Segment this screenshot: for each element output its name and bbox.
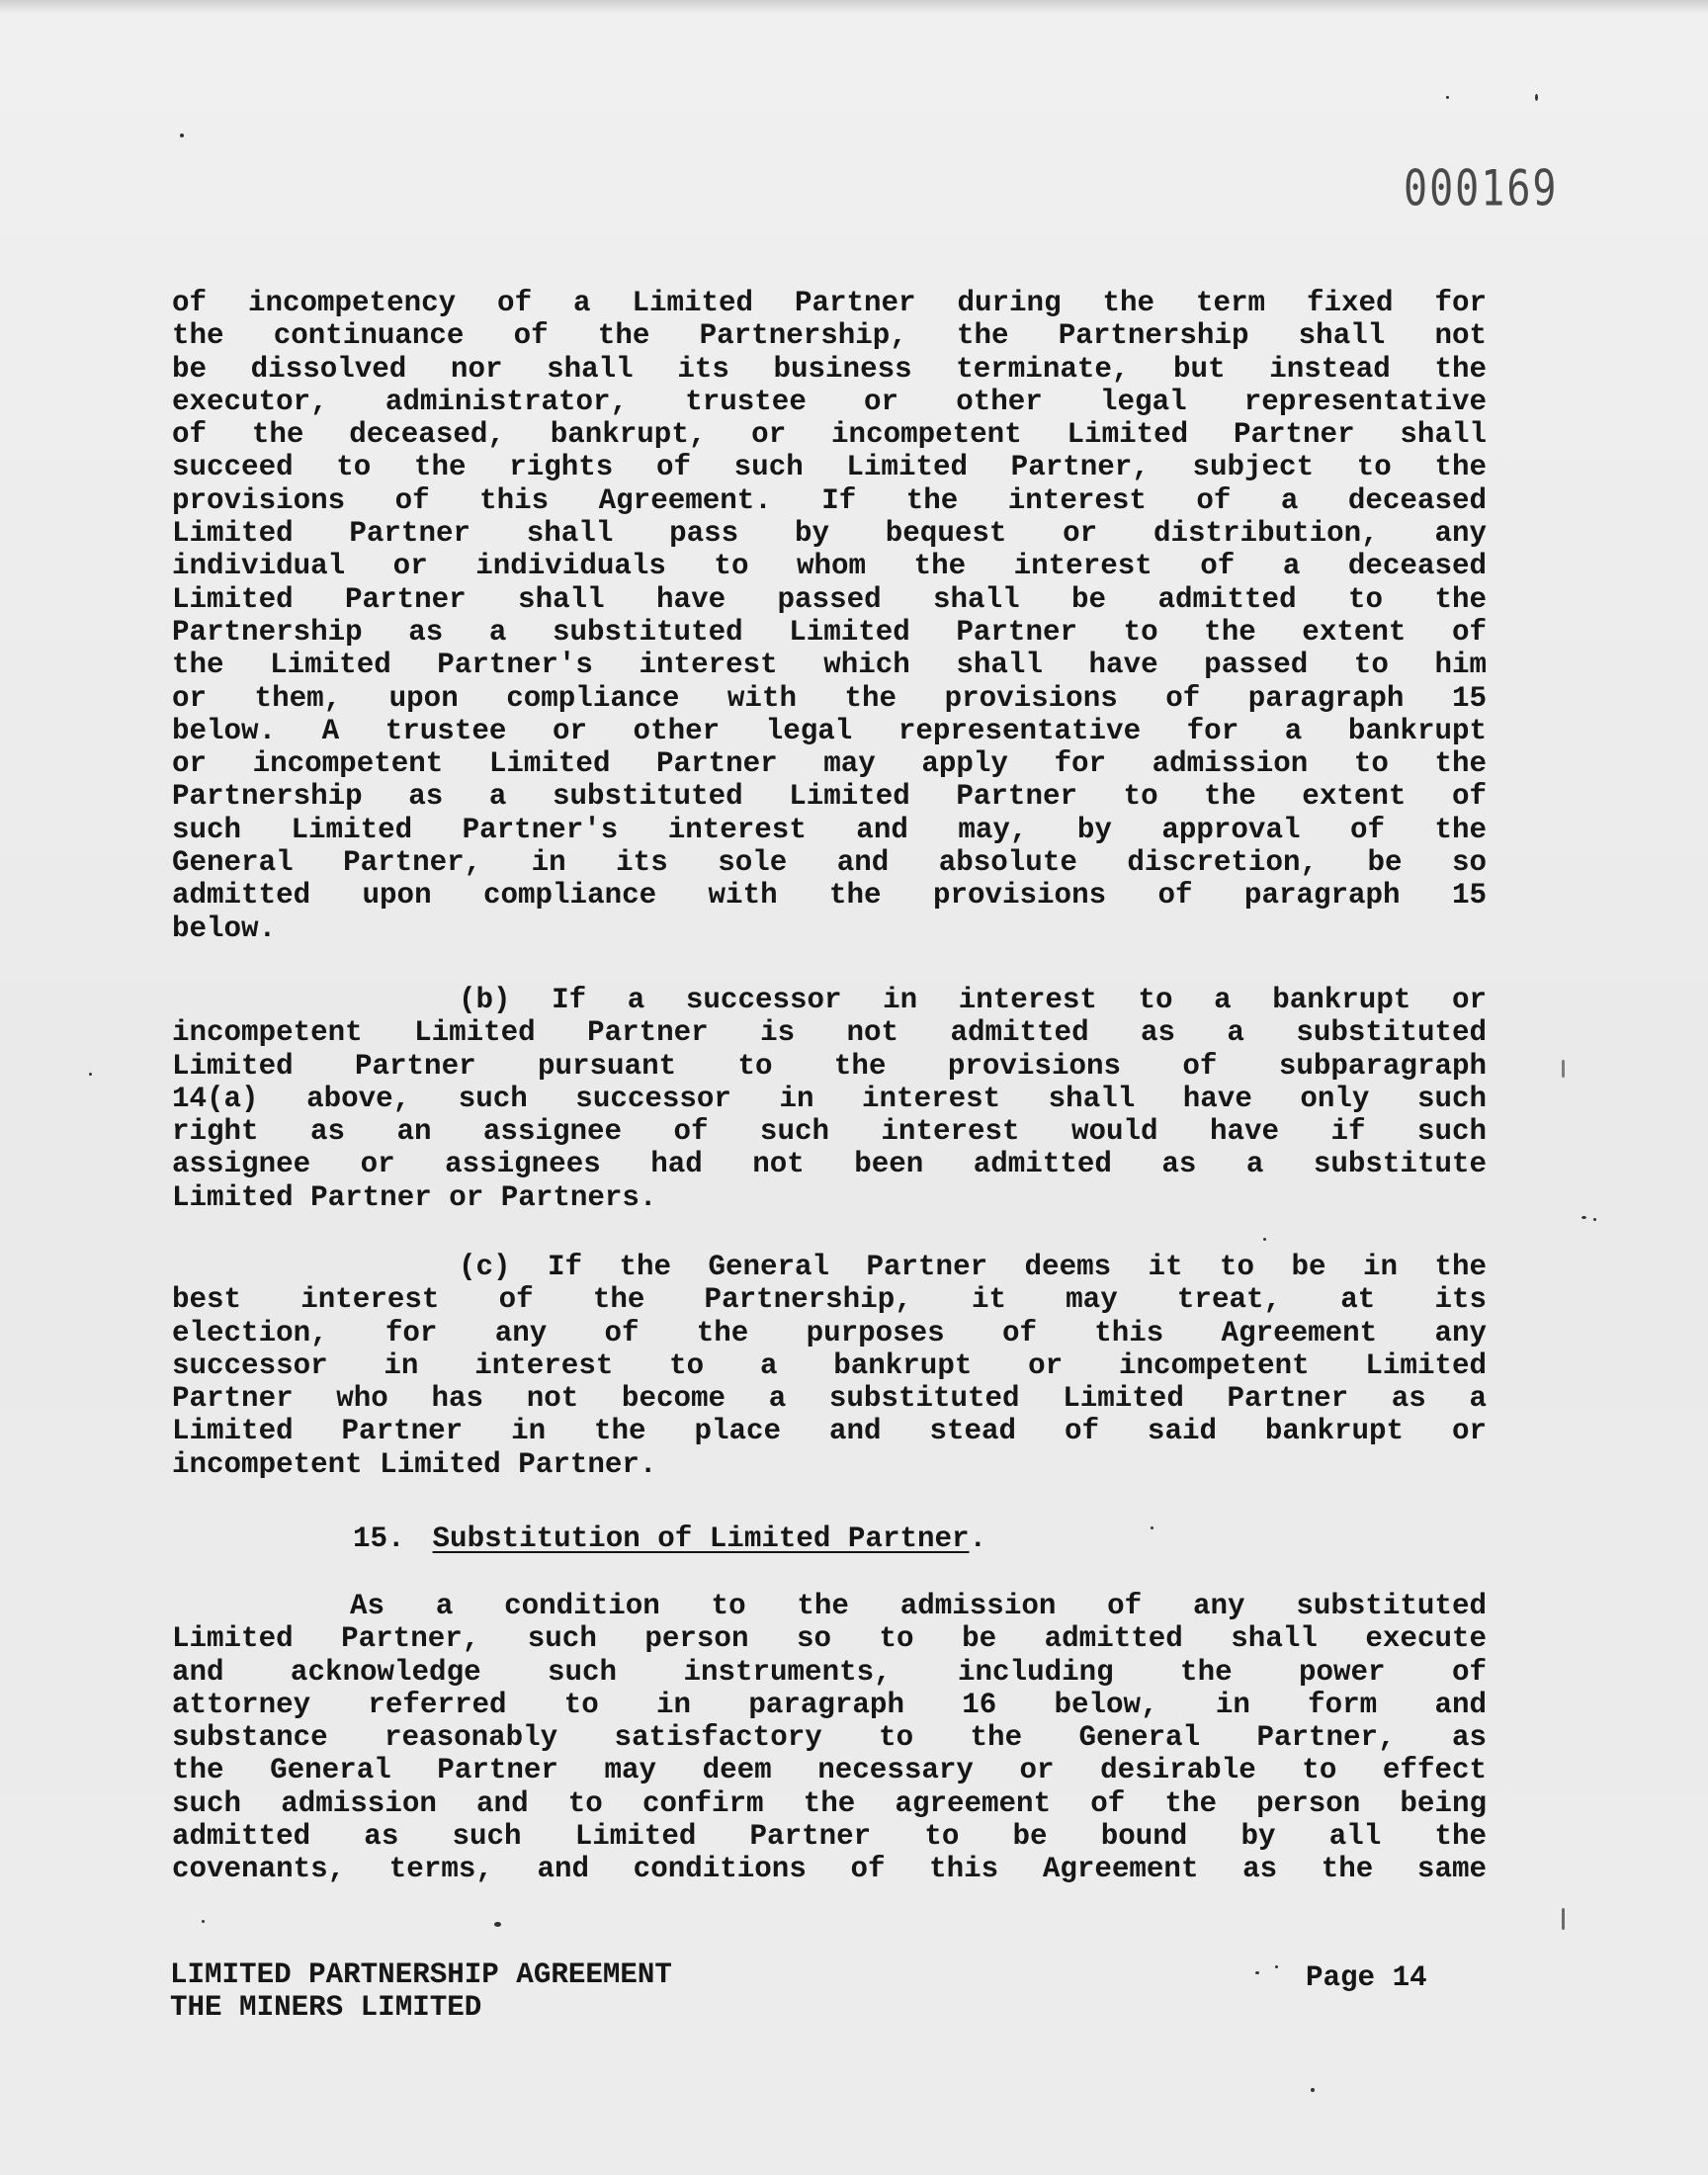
text-line: the continuance of the Partnership, the Partnership shall not <box>172 319 1487 353</box>
text-line: and acknowledge such instruments, including the power of <box>172 1655 1487 1689</box>
text-line: Limited Partner in the place and stead of said bankrupt or <box>172 1415 1487 1448</box>
text-line: As a condition to the admission of any substituted <box>350 1590 1487 1622</box>
footer-line-1: LIMITED PARTNERSHIP AGREEMENT <box>170 1958 672 1991</box>
section-15-heading <box>353 1522 986 1555</box>
text-line: provisions of this Agreement. If the interest of a deceased <box>172 483 1487 517</box>
text-line: Limited Partner shall have passed shall be admitted to the <box>172 582 1487 616</box>
text-line: incompetent Limited Partner is not admitted as a substituted <box>172 1016 1487 1050</box>
text-line: assignee or assignees had not been admitted as a substitute <box>172 1148 1487 1181</box>
text-line: or incompetent Limited Partner may apply for admission to the <box>172 747 1487 781</box>
text-line: 14(a) above, such successor in interest shall have only such <box>172 1082 1487 1115</box>
scan-speck <box>1535 94 1538 101</box>
scan-speck <box>1263 1238 1266 1241</box>
scan-speck <box>1581 1216 1586 1219</box>
text-line: Partner who has not become a substituted Limited Partner as a <box>172 1382 1487 1416</box>
text-line: Partnership as a substituted Limited Partner to the extent of <box>172 780 1487 814</box>
text-line: incompetent Limited Partner. <box>172 1447 657 1481</box>
paragraph-14a-continued <box>172 287 1487 945</box>
text-line: succeed to the rights of such Limited Partner, subject to the <box>172 451 1487 484</box>
scan-speck <box>202 1920 205 1923</box>
scan-speck <box>494 1922 501 1927</box>
scan-speck <box>1151 1526 1153 1529</box>
text-line: successor in interest to a bankrupt or incompetent Limited <box>172 1348 1487 1382</box>
text-line: executor, administrator, trustee or other legal representative <box>172 385 1487 418</box>
scan-speck <box>1446 96 1449 99</box>
text-line: admitted as such Limited Partner to be bound by all the <box>172 1820 1487 1854</box>
section-number: 15. <box>353 1522 405 1555</box>
section-title-period: . <box>969 1522 987 1555</box>
text-line: such admission and to confirm the agreement of the person being <box>172 1786 1487 1820</box>
text-line: admitted upon compliance with the provisions of paragraph 15 <box>172 879 1487 913</box>
paragraph-15 <box>172 1590 1487 1886</box>
text-line: General Partner, in its sole and absolute discretion, be so <box>172 846 1487 880</box>
text-line: below. A trustee or other legal representative for a bankrupt <box>172 714 1487 747</box>
text-line: the Limited Partner's interest which shall have passed to him <box>172 649 1487 682</box>
paragraph-14b <box>172 984 1487 1214</box>
text-line: Limited Partner, such person so to be admitted shall execute <box>172 1622 1487 1656</box>
text-line: of the deceased, bankrupt, or incompetent Limited Partner shall <box>172 418 1487 452</box>
text-line: the General Partner may deem necessary or desirable to effect <box>172 1754 1487 1787</box>
text-line: (c) If the General Partner deems it to be in the <box>459 1251 1487 1283</box>
section-title: Substitution of Limited Partner <box>432 1522 970 1555</box>
text-line: below. <box>172 912 277 945</box>
text-line: individual or individuals to whom the interest of a deceased <box>172 550 1487 583</box>
text-line: or them, upon compliance with the provisions of paragraph 15 <box>172 681 1487 715</box>
text-line: Partnership as a substituted Limited Partner to the extent of <box>172 615 1487 649</box>
text-line: such Limited Partner's interest and may, by approval of the <box>172 813 1487 846</box>
footer-title <box>170 1958 672 2024</box>
text-line: Limited Partner pursuant to the provisions of subparagraph <box>172 1049 1487 1083</box>
scan-edge <box>0 0 1708 14</box>
page-number: Page 14 <box>1306 1961 1427 1994</box>
text-line: election, for any of the purposes of this Agreement any <box>172 1316 1487 1349</box>
text-line: attorney referred to in paragraph 16 below, in form and <box>172 1688 1487 1721</box>
text-line: covenants, terms, and conditions of this Agreement as the same <box>172 1853 1487 1886</box>
text-line: substance reasonably satisfactory to the General Partner, as <box>172 1721 1487 1755</box>
text-line: of incompetency of a Limited Partner during the term fixed for <box>172 287 1487 319</box>
scan-speck <box>1593 1218 1596 1221</box>
footer-line-2: THE MINERS LIMITED <box>170 1991 482 2024</box>
scan-speck <box>89 1073 92 1076</box>
scan-speck <box>1562 1908 1565 1930</box>
text-line: Limited Partner or Partners. <box>172 1180 657 1214</box>
text-line: Limited Partner shall pass by bequest or distribution, any <box>172 517 1487 551</box>
text-line: (b) If a successor in interest to a bankrupt or <box>459 984 1487 1016</box>
paragraph-14c <box>172 1251 1487 1481</box>
text-line: best interest of the Partnership, it may treat, at its <box>172 1283 1487 1317</box>
scan-speck <box>1255 1971 1259 1974</box>
scan-speck <box>1275 1965 1278 1968</box>
bates-number: 000169 <box>1404 160 1559 218</box>
scan-speck <box>1562 1060 1565 1078</box>
text-line: right as an assignee of such interest would have if such <box>172 1115 1487 1149</box>
text-line: be dissolved nor shall its business terminate, but instead the <box>172 352 1487 386</box>
scan-speck <box>1311 2088 1315 2092</box>
scan-speck <box>180 133 184 137</box>
